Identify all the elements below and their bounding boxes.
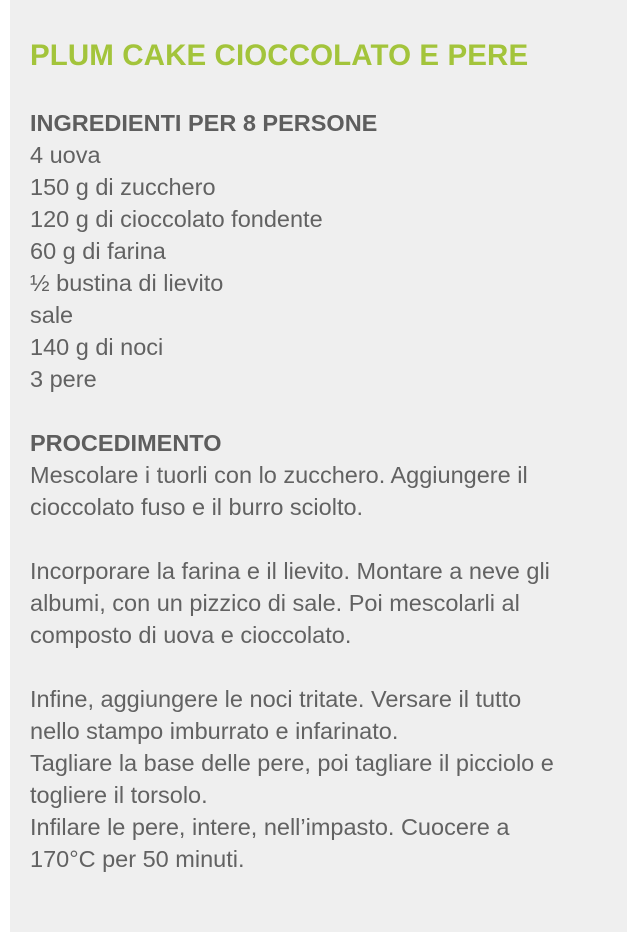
procedure-line: albumi, con un pizzico di sale. Poi mescolarli al — [30, 590, 520, 616]
procedure-section — [30, 427, 627, 875]
ingredient-item: 3 pere — [30, 366, 97, 392]
procedure-paragraph — [30, 459, 627, 523]
recipe-card — [10, 0, 627, 932]
procedure-line: Infine, aggiungere le noci tritate. Versare il tutto — [30, 686, 522, 712]
procedure-line: nello stampo imburrato e infarinato. — [30, 718, 399, 744]
procedure-paragraph — [30, 683, 627, 875]
spacer — [30, 651, 627, 683]
procedure-line: Incorporare la farina e il lievito. Montare a neve gli — [30, 558, 550, 584]
ingredient-item: 4 uova — [30, 142, 101, 168]
procedure-heading: PROCEDIMENTO — [30, 430, 222, 456]
procedure-line: cioccolato fuso e il burro sciolto. — [30, 494, 364, 520]
recipe-title: PLUM CAKE CIOCCOLATO E PERE — [30, 39, 529, 72]
procedure-line: Infilare le pere, intere, nell’impasto. Cuocere a — [30, 814, 510, 840]
procedure-line: 170°C per 50 minuti. — [30, 846, 245, 872]
ingredient-item: sale — [30, 302, 74, 328]
ingredient-item: 120 g di cioccolato fondente — [30, 206, 323, 232]
ingredients-heading: INGREDIENTI PER 8 PERSONE — [30, 110, 378, 136]
ingredients-list — [30, 139, 627, 395]
ingredients-section — [30, 107, 627, 395]
ingredient-item: 60 g di farina — [30, 238, 166, 264]
procedure-line: togliere il torsolo. — [30, 782, 208, 808]
spacer — [30, 395, 627, 427]
procedure-line: composto di uova e cioccolato. — [30, 622, 352, 648]
procedure-paragraph — [30, 555, 627, 651]
procedure-line: Tagliare la base delle pere, poi tagliare il picciolo e — [30, 750, 554, 776]
procedure-line: Mescolare i tuorli con lo zucchero. Aggiungere il — [30, 462, 528, 488]
ingredient-item: 140 g di noci — [30, 334, 164, 360]
ingredient-item: ½ bustina di lievito — [30, 270, 224, 296]
spacer — [30, 523, 627, 555]
ingredient-item: 150 g di zucchero — [30, 174, 216, 200]
spacer — [30, 75, 627, 107]
